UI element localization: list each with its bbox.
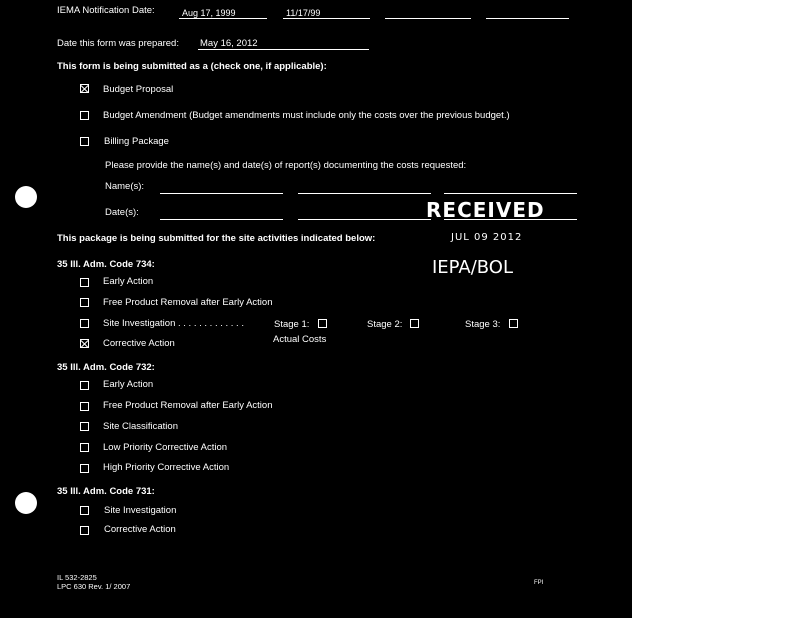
734-site-investigation-checkbox[interactable] xyxy=(80,319,89,328)
submission-heading: This form is being submitted as a (check one, if applicable): xyxy=(57,61,327,72)
732-free-product-label: Free Product Removal after Early Action xyxy=(103,400,273,411)
iema-date-line-1 xyxy=(179,18,267,19)
prepared-date-line xyxy=(198,49,369,50)
732-early-action-checkbox[interactable] xyxy=(80,381,89,390)
footer-mark: FPI xyxy=(534,580,544,586)
iema-date-2: 11/17/99 xyxy=(286,8,321,18)
code-732-heading: 35 Ill. Adm. Code 732: xyxy=(57,362,155,373)
iema-date-line-3 xyxy=(385,18,471,19)
734-early-action-checkbox[interactable] xyxy=(80,278,89,287)
731-corrective-action-label: Corrective Action xyxy=(104,524,176,535)
punch-hole-bottom xyxy=(15,492,37,514)
date-line-2[interactable] xyxy=(298,219,431,220)
budget-amendment-checkbox[interactable] xyxy=(80,111,89,120)
names-label: Name(s): xyxy=(105,181,145,192)
stage-2-label: Stage 2: xyxy=(367,319,403,330)
actual-costs-label: Actual Costs xyxy=(273,334,327,345)
732-high-priority-checkbox[interactable] xyxy=(80,464,89,473)
stage-3-checkbox[interactable] xyxy=(509,319,518,328)
prepared-date: May 16, 2012 xyxy=(200,38,258,49)
budget-proposal-label: Budget Proposal xyxy=(103,84,174,95)
iema-date-1: Aug 17, 1999 xyxy=(182,8,236,18)
code-731-heading: 35 Ill. Adm. Code 731: xyxy=(57,486,155,497)
731-site-investigation-checkbox[interactable] xyxy=(80,506,89,515)
732-low-priority-label: Low Priority Corrective Action xyxy=(103,442,228,453)
iema-date-line-2 xyxy=(283,18,370,19)
name-line-2[interactable] xyxy=(298,193,431,194)
iema-date-line-4 xyxy=(486,18,569,19)
budget-amendment-label: Budget Amendment (Budget amendments must include only the costs over the previous budget.) xyxy=(103,110,510,121)
732-low-priority-checkbox[interactable] xyxy=(80,443,89,452)
731-corrective-action-checkbox[interactable] xyxy=(80,526,89,535)
stage-1-label: Stage 1: xyxy=(274,319,310,330)
734-corrective-action-checkbox[interactable] xyxy=(80,339,89,348)
dates-label: Date(s): xyxy=(105,207,139,218)
form-number: IL 532-2825 xyxy=(57,573,97,582)
billing-package-checkbox[interactable] xyxy=(80,137,89,146)
received-stamp-text: RECEIVED xyxy=(426,198,545,222)
731-site-investigation-label: Site Investigation xyxy=(104,505,177,516)
732-free-product-checkbox[interactable] xyxy=(80,402,89,411)
734-free-product-label: Free Product Removal after Early Action xyxy=(103,297,273,308)
stage-1-checkbox[interactable] xyxy=(318,319,327,328)
punch-hole-top xyxy=(15,186,37,208)
code-734-heading: 35 Ill. Adm. Code 734: xyxy=(57,259,155,270)
billing-package-label: Billing Package xyxy=(104,136,169,147)
732-early-action-label: Early Action xyxy=(103,379,154,390)
stage-3-label: Stage 3: xyxy=(465,319,501,330)
site-activities-heading: This package is being submitted for the site activities indicated below: xyxy=(57,233,376,244)
report-instructions: Please provide the name(s) and date(s) of report(s) documenting the costs requested: xyxy=(105,160,467,171)
734-site-investigation-label: Site Investigation . . . . . . . . . . . . . xyxy=(103,318,244,329)
name-line-3[interactable] xyxy=(444,193,577,194)
734-free-product-checkbox[interactable] xyxy=(80,298,89,307)
name-line-1[interactable] xyxy=(160,193,283,194)
prepared-label: Date this form was prepared: xyxy=(57,38,179,49)
732-site-classification-checkbox[interactable] xyxy=(80,422,89,431)
734-early-action-label: Early Action xyxy=(103,276,154,287)
iema-notification-label: IEMA Notification Date: xyxy=(57,5,155,16)
budget-proposal-checkbox[interactable] xyxy=(80,84,89,93)
received-stamp-agency: IEPA/BOL xyxy=(432,257,513,278)
received-stamp-date: JUL 09 2012 xyxy=(451,232,523,243)
date-line-1[interactable] xyxy=(160,219,283,220)
732-high-priority-label: High Priority Corrective Action xyxy=(103,462,230,473)
form-revision: LPC 630 Rev. 1/ 2007 xyxy=(57,582,131,591)
734-corrective-action-label: Corrective Action xyxy=(103,338,175,349)
732-site-classification-label: Site Classification xyxy=(103,421,178,432)
stage-2-checkbox[interactable] xyxy=(410,319,419,328)
